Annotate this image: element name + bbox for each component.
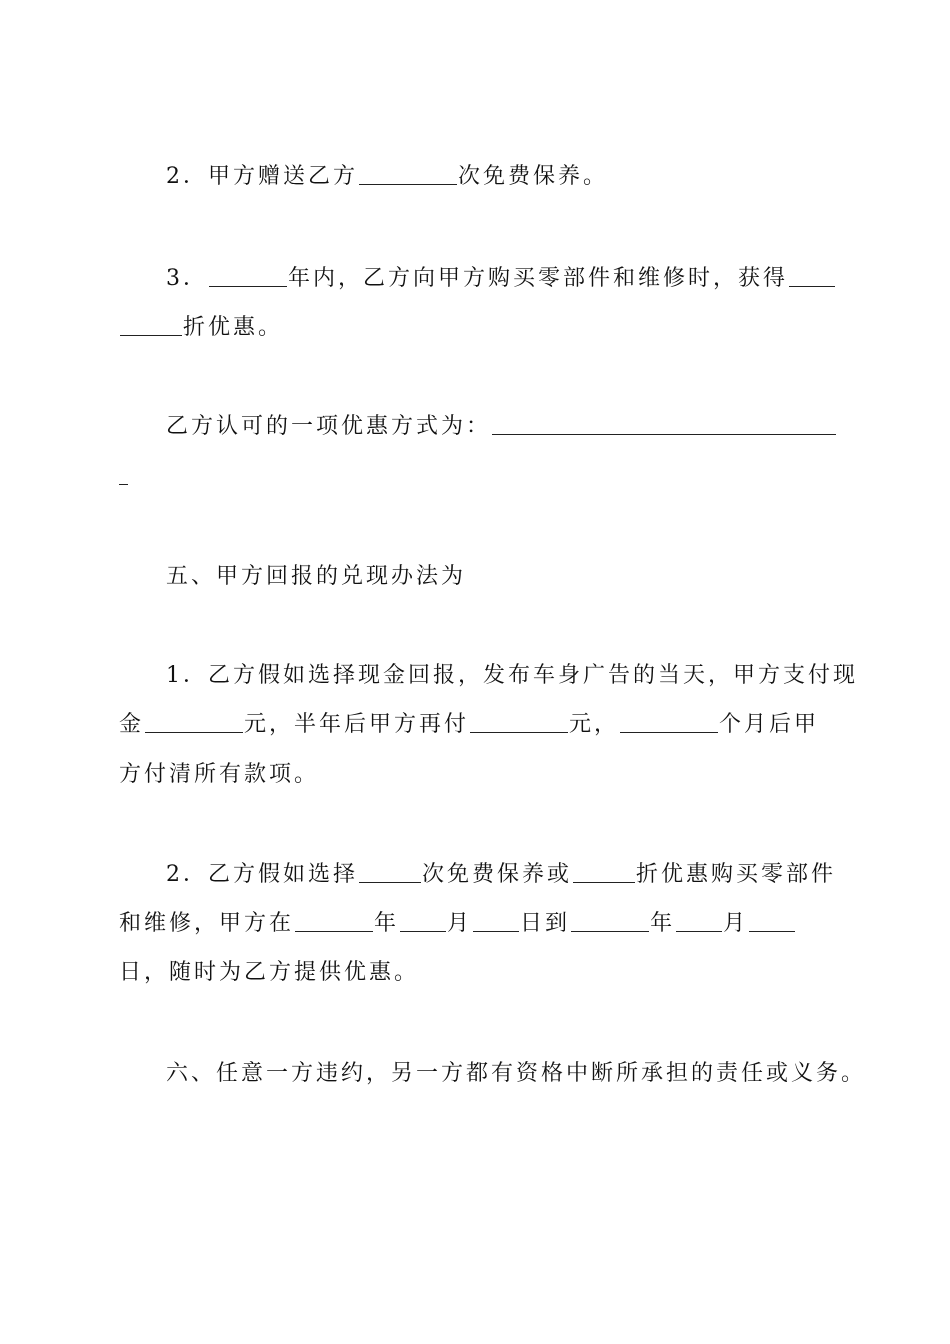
- clause-text: 乙方认可的一项优惠方式为：: [166, 414, 492, 439]
- clause-text: 2．甲方赠送乙方: [166, 164, 358, 189]
- clause-5-1-line1: [166, 661, 886, 691]
- section-5-title: [166, 562, 886, 592]
- blank-field: [145, 710, 243, 733]
- clause-text: 元，半年后甲方再付: [244, 712, 470, 737]
- blank-field: [789, 264, 835, 287]
- blank-field: [359, 860, 421, 883]
- clause-text: 和维修，甲方在: [119, 911, 295, 936]
- clause-3-discount-line1: [166, 264, 886, 294]
- clause-text: 个月后甲: [719, 712, 820, 737]
- clause-text: 金: [119, 712, 145, 737]
- clause-text: 次免费保养或: [422, 862, 573, 887]
- blank-field: [620, 710, 718, 733]
- clause-text: 年: [374, 911, 400, 936]
- clause-text: 3．: [166, 266, 208, 291]
- blank-field: [400, 909, 446, 932]
- clause-text: 元，: [569, 712, 620, 737]
- clause-text: 日到: [520, 911, 571, 936]
- clause-5-1-line2: [119, 710, 839, 740]
- clause-2-free-maintenance: [166, 162, 886, 192]
- section-6: [166, 1059, 886, 1089]
- clause-5-2-line2: [119, 909, 839, 939]
- blank-field: [470, 710, 568, 733]
- clause-text: 月: [723, 911, 749, 936]
- blank-field: [749, 909, 795, 932]
- clause-text: 方付清所有款项。: [119, 762, 320, 787]
- clause-text: 月: [447, 911, 473, 936]
- section-heading: 六、任意一方违约，另一方都有资格中断所承担的责任或义务。: [166, 1061, 867, 1086]
- blank-field: [473, 909, 519, 932]
- clause-text: 1．乙方假如选择现金回报，发布车身广告的当天，甲方支付现: [166, 663, 858, 688]
- blank-field: [295, 909, 373, 932]
- clause-text: 年: [650, 911, 676, 936]
- clause-text: 折优惠。: [183, 315, 284, 340]
- blank-field: [209, 264, 287, 287]
- blank-field: [676, 909, 722, 932]
- clause-5-2-line3: [119, 958, 839, 988]
- clause-text: 日，随时为乙方提供优惠。: [119, 960, 420, 985]
- clause-5-1-line3: [119, 760, 839, 790]
- blank-field: [492, 412, 836, 435]
- chosen-method-line: [166, 412, 886, 442]
- blank-field: [120, 313, 182, 336]
- clause-text: 折优惠购买零部件: [636, 862, 837, 887]
- blank-field: [359, 162, 457, 185]
- blank-field: [571, 909, 649, 932]
- clause-5-2-line1: [166, 860, 886, 890]
- clause-3-discount-line2: [119, 313, 839, 343]
- blank-field: [573, 860, 635, 883]
- clause-text: 2．乙方假如选择: [166, 862, 358, 887]
- clause-text: 次免费保养。: [458, 164, 609, 189]
- clause-text: 年内，乙方向甲方购买零部件和维修时，获得: [288, 266, 789, 291]
- blank-field-continuation: [119, 484, 128, 485]
- section-heading: 五、甲方回报的兑现办法为: [166, 564, 467, 589]
